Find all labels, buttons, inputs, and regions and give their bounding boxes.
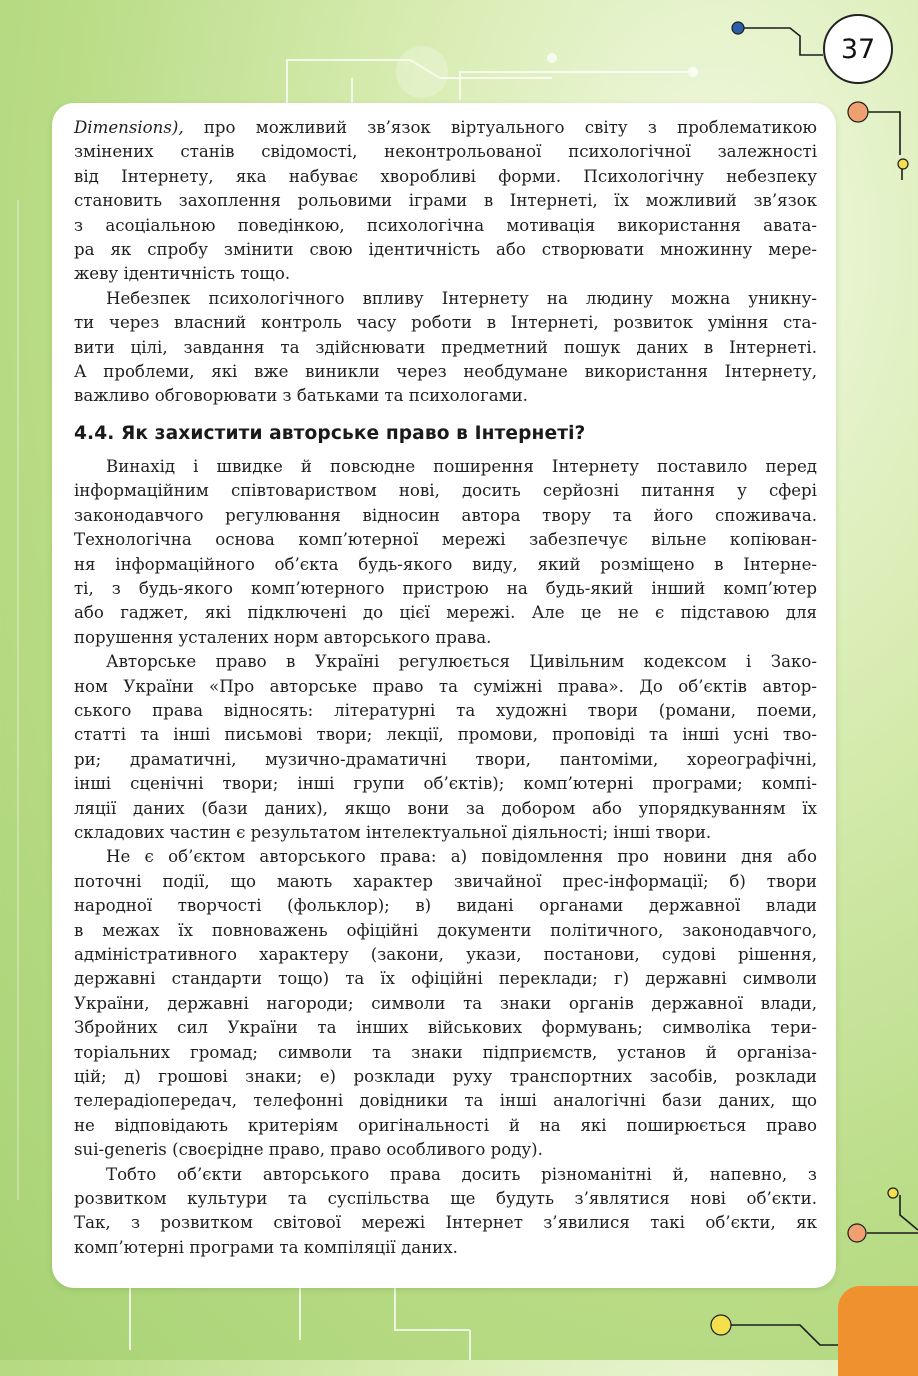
text-line: Збройних сил України та інших військових формувань; символіка тери- [74,1018,817,1038]
text-line: державні стандарти тощо) та їх офіційні переклади; г) державні символи [74,969,817,989]
text-line: ном України «Про авторське право та суміжні права». До об’єктів автор- [74,676,817,696]
text-line: інші сценічні твори; інші групи об’єктів); комп’ютерні програми; компі- [74,774,817,794]
text-line: цій; д) грошові знаки; е) розклади руху транспортних засобів, розклади [74,1067,817,1087]
text-line: становить захоплення рольовими іграми в Інтернеті, їх можливий зв’язок [74,191,817,211]
text-line: Технологічна основа комп’ютерної мережі забезпечує вільне копіюван- [74,530,817,550]
text-line: Тобто об’єкти авторського права досить різноманітні й, напевно, з [106,1164,817,1184]
text-line: телерадіопередач, телефонні довідники та інші аналогічні бази даних, що [74,1091,817,1111]
text-line: sui-generis (своєрідне право, право особливого роду). [74,1140,543,1160]
section-heading: 4.4. Як захистити авторське право в Інтернеті? [74,422,586,444]
text-line [74,116,817,140]
text-line: вити цілі, завдання та здійснювати предметний пошук даних в Інтернеті. [74,337,817,357]
text-line: Не є об’єктом авторського права: а) повідомлення про новини дня або [106,847,817,867]
text-line: комп’ютерні програми та компіляції даних. [74,1237,458,1257]
paragraph-6 [74,1163,817,1261]
text-line: або гаджет, які підключені до цієї мережі. Але це не є підставою для [74,603,817,623]
text-line: статті та інші письмові твори; лекції, промови, проповіді та інші усні тво- [74,725,817,745]
text-line: торіальних громад; символи та знаки підприємств, установ й організа- [74,1042,817,1062]
italic-term: Dimensions), [74,118,184,137]
text-line: розвитком культури та суспільства ще будуть з’являтися нові об’єкти. [74,1189,817,1209]
text-line: ти через власний контроль часу роботи в Інтернеті, розвиток уміння ста- [74,313,817,333]
page-content [74,116,817,1260]
text-line: ті, з будь-якого комп’ютерного пристрою на будь-який інший комп’ютер [74,578,817,598]
text-line: А проблеми, які вже виникли через необдумане використання Інтернету, [74,362,817,382]
text-line: Так, з розвитком світової мережі Інтернет з’явилися такі об’єкти, як [74,1213,817,1233]
text-line: важливо обговорювати з батьками та психологами. [74,386,528,406]
text-line: України, державні нагороди; символи та знаки органів державної влади, [74,993,817,1013]
text-line: ського права відносять: літературні та художні твори (романи, поеми, [74,700,817,720]
text-line: адміністративного характеру (закони, укази, постанови, судові рішення, [74,945,817,964]
text-line: змінених станів свідомості, неконтрольованої психологічної залежності [74,142,817,162]
text-line: з асоціальною поведінкою, психологічна мотивація використання авата- [74,215,817,235]
text-line: Авторське право в Україні регулюється Цивільним кодексом і Зако- [106,652,817,672]
text-line: ри; драматичні, музично-драматичні твори, пантоміми, хореографічні, [74,749,817,769]
paragraph-1 [74,116,817,287]
text-line: поточні події, що мають характер звичайної прес-інформації; б) твори [74,871,817,891]
text-line: від Інтернету, яка набуває хворобливі форми. Психологічну небезпеку [74,166,817,186]
paragraph-4 [74,650,817,845]
text-line: законодавчого регулювання відносин автора твору та його споживача. [74,505,817,525]
text-line: Винахід і швидке й повсюдне поширення Інтернету поставило перед [106,456,817,476]
text-line: Небезпек психологічного впливу Інтернету на людину можна уникну- [106,288,817,308]
text-line: жеву ідентичність тощо. [74,264,291,284]
text-line: ня інформаційного об’єкта будь-якого виду, який розміщено в Інтерне- [74,554,817,574]
paragraph-2 [74,287,817,409]
corner-tab [838,1286,918,1376]
text-line: Dimensions), про можливий зв’язок віртуального світу з проблематикою [74,118,817,137]
text-line: в межах їх повноважень офіційні документи політичного, законодавчого, [74,920,817,940]
text-line: складових частин є результатом інтелектуальної діяльності; інші твори. [74,822,712,842]
text-line: ра як спробу змінити свою ідентичність або створювати множинну мере- [74,240,817,260]
page-number: 37 [823,14,893,84]
text-line: порушення усталених норм авторського права. [74,627,492,647]
text-line: інформаційним співтовариством нові, досить серйозні питання у сфері [74,481,817,501]
text-line: не відповідають критеріям оригінальності й на які поширюється право [74,1115,817,1135]
text-line: ляції даних (бази даних), якщо вони за добором або упорядкуванням їх [74,798,817,818]
text-line: народної творчості (фольклор); в) видані органами державної влади [74,896,817,916]
paragraph-3 [74,455,817,650]
paragraph-5 [74,845,817,1162]
